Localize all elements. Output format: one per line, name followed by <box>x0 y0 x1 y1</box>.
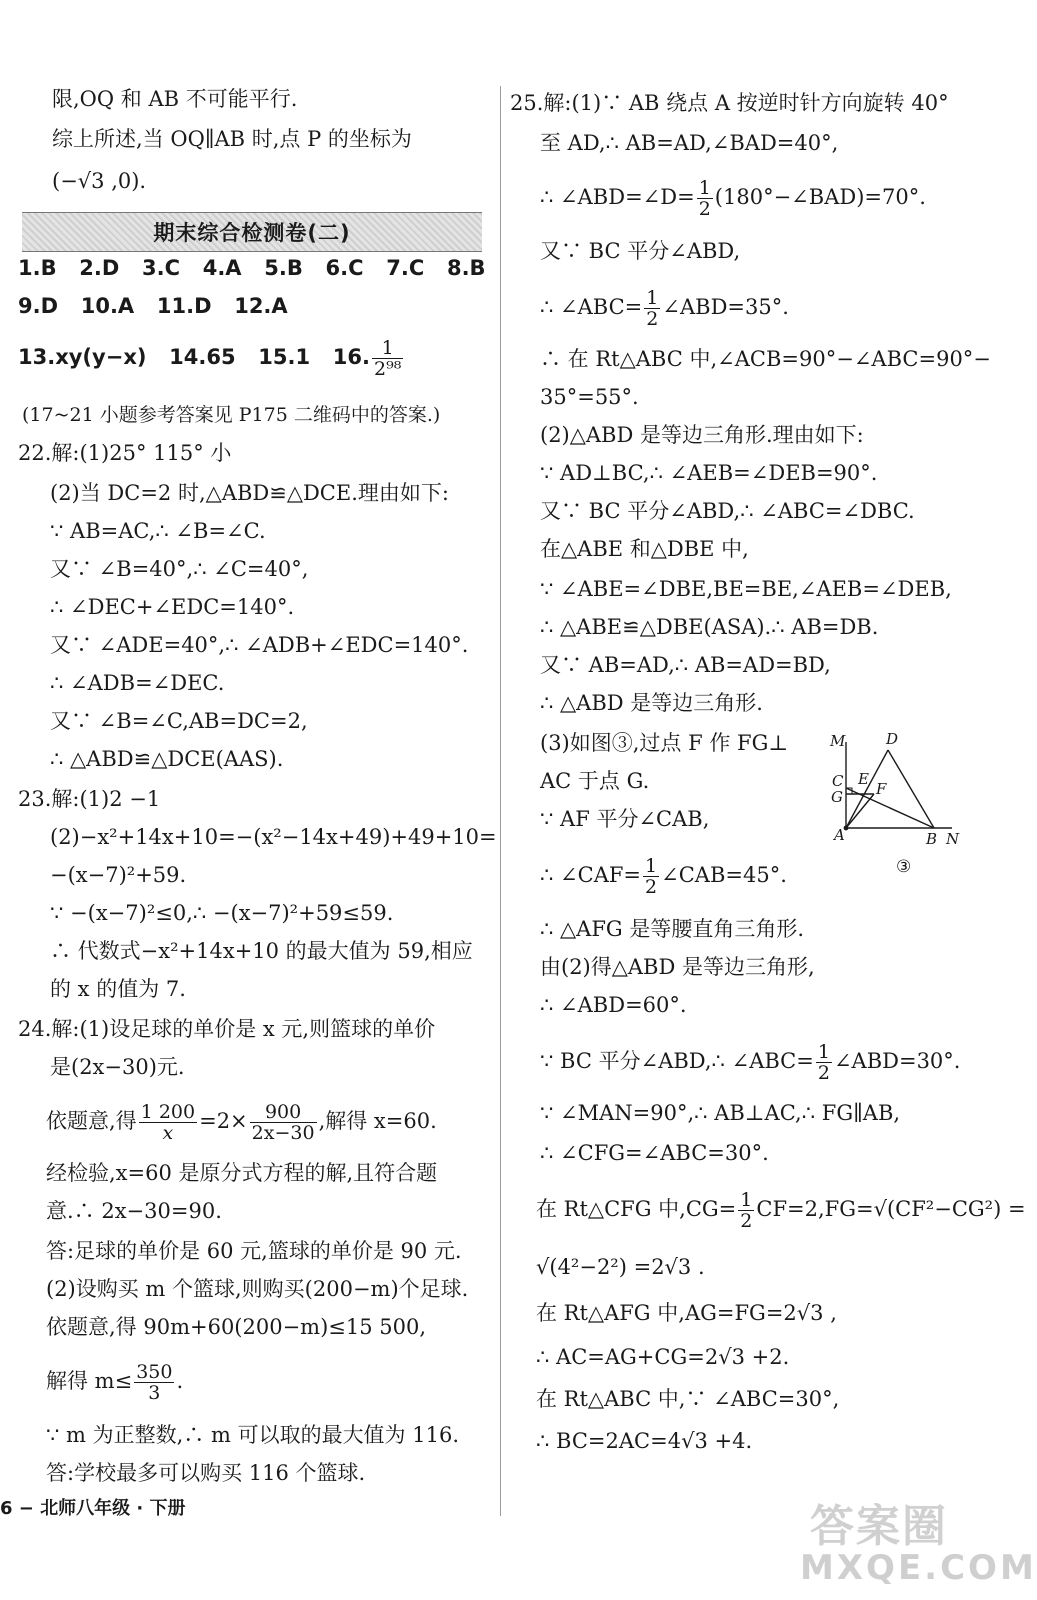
fraction-numerator: 350 <box>136 1361 173 1383</box>
fraction <box>643 856 659 897</box>
fraction-numerator: 1 <box>646 287 659 309</box>
q24-equation-line <box>46 1096 437 1146</box>
label-e: E <box>858 770 869 788</box>
watermark-logo <box>800 1490 1037 1595</box>
choice-answer: 9.D <box>18 294 59 318</box>
choice-answer: 6.C <box>325 256 364 280</box>
q23-line: (2)−x²+14x+10=−(x²−14x+49)+49+10= <box>50 825 497 849</box>
choice-answer: 4.A <box>202 256 242 280</box>
fraction-denominator: 3 <box>148 1382 161 1404</box>
q22-line: 又∵ ∠B=∠C,AB=DC=2, <box>50 709 308 733</box>
q25-line: 在△ABE 和△DBE 中, <box>540 537 749 561</box>
q25-line <box>540 282 789 332</box>
fraction-numerator: 1 <box>740 1189 753 1211</box>
choice-answer: 12.A <box>234 294 288 318</box>
q22-line: 又∵ ∠ADE=40°,∴ ∠ADB+∠EDC=140°. <box>50 633 469 657</box>
fraction-denominator: 2x−30 <box>251 1122 315 1144</box>
q25-line: ∴ 在 Rt△ABC 中,∠ACB=90°−∠ABC=90°− <box>540 347 991 371</box>
text-span: ,解得 x=60. <box>318 1109 437 1133</box>
section-banner <box>22 212 482 252</box>
choice-answer: 3.C <box>142 256 181 280</box>
text-span: (180°−∠BAD)=70°. <box>714 185 926 209</box>
q24-line: 依题意,得 90m+60(200−m)≤15 500, <box>46 1315 427 1339</box>
fill-answer: 15.1 <box>258 345 311 369</box>
fraction <box>372 338 403 379</box>
page-footer: 6 − 北师八年级 · 下册 <box>0 1498 186 1519</box>
q25-line: ∴ ∠CFG=∠ABC=30°. <box>540 1141 769 1165</box>
choice-answer: 2.D <box>79 256 120 280</box>
fraction-denominator: 2 <box>645 876 658 898</box>
q25-line: ∵ AF 平分∠CAB, <box>540 807 710 831</box>
q25-line: (3)如图③,过点 F 作 FG⊥ <box>540 731 789 755</box>
section-title: 期末综合检测卷(二) <box>153 221 351 245</box>
q25-line <box>536 1184 1026 1234</box>
choice-answers-row-2 <box>18 294 304 318</box>
fraction-denominator: 2 <box>817 1062 830 1084</box>
q24-line: 答:足球的单价是 60 元,篮球的单价是 90 元. <box>46 1239 462 1263</box>
text-span: 解得 m≤ <box>46 1369 133 1393</box>
q22-line: ∵ AB=AC,∴ ∠B=∠C. <box>50 519 266 543</box>
q22-line: (2)当 DC=2 时,△ABD≌△DCE.理由如下: <box>50 481 449 505</box>
q25-line: ∴ BC=2AC=4√3 +4. <box>536 1429 753 1453</box>
text-span: =2× <box>199 1109 248 1133</box>
q23-line: 的 x 的值为 7. <box>50 977 186 1001</box>
q22-line: 22.解:(1)25° 115° 小 <box>18 441 232 465</box>
fraction-numerator: 1 <box>645 855 658 877</box>
text-line: 限,OQ 和 AB 不可能平行. <box>52 87 298 111</box>
q23-line: ∵ −(x−7)²≤0,∴ −(x−7)²+59≤59. <box>50 901 394 925</box>
q25-line: ∴ ∠ABD=60°. <box>540 993 687 1017</box>
fraction <box>250 1102 317 1143</box>
q25-line: ∴ AC=AG+CG=2√3 +2. <box>536 1345 790 1369</box>
text-span: CF=2,FG=√(CF²−CG²) = <box>756 1197 1026 1221</box>
q25-line: AC 于点 G. <box>540 769 650 793</box>
q25-line: 又∵ BC 平分∠ABD,∴ ∠ABC=∠DBC. <box>540 499 915 523</box>
q25-line: ∴ △ABE≌△DBE(ASA).∴ AB=DB. <box>540 615 879 639</box>
q23-line: 23.解:(1)2 −1 <box>18 787 161 811</box>
fraction-numerator: 1 200 <box>140 1101 196 1123</box>
choice-answers-row-1 <box>18 256 502 280</box>
text-span: 依题意,得 <box>46 1109 137 1133</box>
label-a: A <box>834 826 845 844</box>
q25-line: 25.解:(1)∵ AB 绕点 A 按逆时针方向旋转 40° <box>510 91 949 115</box>
text-span: . <box>176 1369 184 1393</box>
fill-answer: 14.65 <box>169 345 236 369</box>
fraction-numerator: 1 <box>817 1041 830 1063</box>
text-span: ∴ ∠CAF= <box>540 863 642 887</box>
q23-line: ∴ 代数式−x²+14x+10 的最大值为 59,相应 <box>50 939 473 963</box>
q24-line: 24.解:(1)设足球的单价是 x 元,则篮球的单价 <box>18 1017 436 1041</box>
q25-line <box>540 1036 960 1086</box>
segment-af <box>846 794 874 828</box>
q25-line: 又∵ BC 平分∠ABD, <box>540 239 741 263</box>
q25-line: 又∵ AB=AD,∴ AB=AD=BD, <box>540 653 831 677</box>
q25-line: ∴ △AFG 是等腰直角三角形. <box>540 917 805 941</box>
text-span: ∵ BC 平分∠ABD,∴ ∠ABC= <box>540 1049 814 1073</box>
q24-line: 答:学校最多可以购买 116 个篮球. <box>46 1461 366 1485</box>
choice-answer: 1.B <box>18 256 57 280</box>
q23-line: −(x−7)²+59. <box>50 863 187 887</box>
label-c: C <box>832 772 844 790</box>
fraction <box>697 178 713 219</box>
q22-line: 又∵ ∠B=40°,∴ ∠C=40°, <box>50 557 309 581</box>
fraction-numerator: 1 <box>698 177 711 199</box>
text-span: ∠ABD=35°. <box>662 295 789 319</box>
q25-line: ∵ ∠ABE=∠DBE,BE=BE,∠AEB=∠DEB, <box>540 577 952 601</box>
choice-answer: 11.D <box>156 294 212 318</box>
text-line: 综上所述,当 OQ∥AB 时,点 P 的坐标为 <box>52 127 412 151</box>
text-line: (−√3 ,0). <box>52 169 147 193</box>
q24-line: 意.∴ 2x−30=90. <box>46 1199 222 1223</box>
fill-answers-row <box>18 338 405 379</box>
text-span: ∠CAB=45°. <box>661 863 787 887</box>
text-span: ∠ABD=30°. <box>833 1049 961 1073</box>
q24-inequality-line <box>46 1356 183 1406</box>
q25-line: 35°=55°. <box>540 385 639 409</box>
q25-line: 在 Rt△ABC 中,∵ ∠ABC=30°, <box>536 1387 840 1411</box>
fraction <box>644 288 660 329</box>
label-m: M <box>830 732 846 750</box>
text-span: ∴ ∠ABD=∠D= <box>540 185 695 209</box>
fraction-denominator: 2 <box>698 198 711 220</box>
fraction-numerator: 900 <box>250 1102 317 1123</box>
geometry-figure <box>828 728 968 888</box>
watermark-url: MXQE.COM <box>800 1548 1037 1588</box>
watermark-title: 答案圈 <box>810 1501 948 1552</box>
fill-answer: 13.xy(y−x) <box>18 345 147 369</box>
label-d: D <box>886 730 899 748</box>
label-b: B <box>926 830 938 848</box>
note-line: (17~21 小题参考答案见 P175 二维码中的答案.) <box>22 404 441 426</box>
fraction <box>139 1102 197 1143</box>
fraction <box>816 1042 832 1083</box>
q25-line: 在 Rt△AFG 中,AG=FG=2√3 , <box>536 1301 837 1325</box>
label-n: N <box>946 830 960 848</box>
q25-line: ∵ ∠MAN=90°,∴ AB⊥AC,∴ FG∥AB, <box>540 1101 901 1125</box>
choice-answer: 8.B <box>446 256 486 280</box>
label-f: F <box>876 780 887 798</box>
q25-line: (2)△ABD 是等边三角形.理由如下: <box>540 423 864 447</box>
fraction-denominator: 2 <box>740 1210 753 1232</box>
fraction-denominator: x <box>162 1122 174 1144</box>
choice-answer: 5.B <box>264 256 303 280</box>
fraction-denominator: 2⁹⁸ <box>374 358 402 380</box>
q25-line: ∴ △ABD 是等边三角形. <box>540 691 763 715</box>
q24-line: 是(2x−30)元. <box>50 1055 185 1079</box>
q24-line: (2)设购买 m 个篮球,则购买(200−m)个足球. <box>46 1277 469 1301</box>
q24-line: 经检验,x=60 是原分式方程的解,且符合题 <box>46 1161 438 1185</box>
q25-line: 至 AD,∴ AB=AD,∠BAD=40°, <box>540 131 839 155</box>
q25-line: 由(2)得△ABD 是等边三角形, <box>540 955 815 979</box>
fraction <box>738 1190 754 1231</box>
segment-db <box>888 750 934 828</box>
q25-line: ∵ AD⊥BC,∴ ∠AEB=∠DEB=90°. <box>540 461 878 485</box>
label-g: G <box>831 788 843 806</box>
choice-answer: 7.C <box>386 256 425 280</box>
figure-caption: ③ <box>896 857 912 877</box>
choice-answer: 10.A <box>80 294 135 318</box>
fraction <box>134 1362 174 1403</box>
q25-line <box>540 850 787 900</box>
q24-line: ∵ m 为正整数,∴ m 可以取的最大值为 116. <box>46 1423 459 1447</box>
fraction-denominator: 2 <box>646 308 659 330</box>
text-span: ∴ ∠ABC= <box>540 295 643 319</box>
text-span: 在 Rt△CFG 中,CG= <box>536 1197 737 1221</box>
fraction-numerator: 1 <box>372 338 403 359</box>
fill-answer: 16. <box>332 345 370 369</box>
q22-line: ∴ ∠DEC+∠EDC=140°. <box>50 595 295 619</box>
column-divider <box>500 86 501 1516</box>
q22-line: ∴ ∠ADB=∠DEC. <box>50 671 225 695</box>
q25-line <box>540 172 926 222</box>
q22-line: ∴ △ABD≌△DCE(AAS). <box>50 747 284 771</box>
q25-line: √(4²−2²) =2√3 . <box>536 1255 705 1279</box>
